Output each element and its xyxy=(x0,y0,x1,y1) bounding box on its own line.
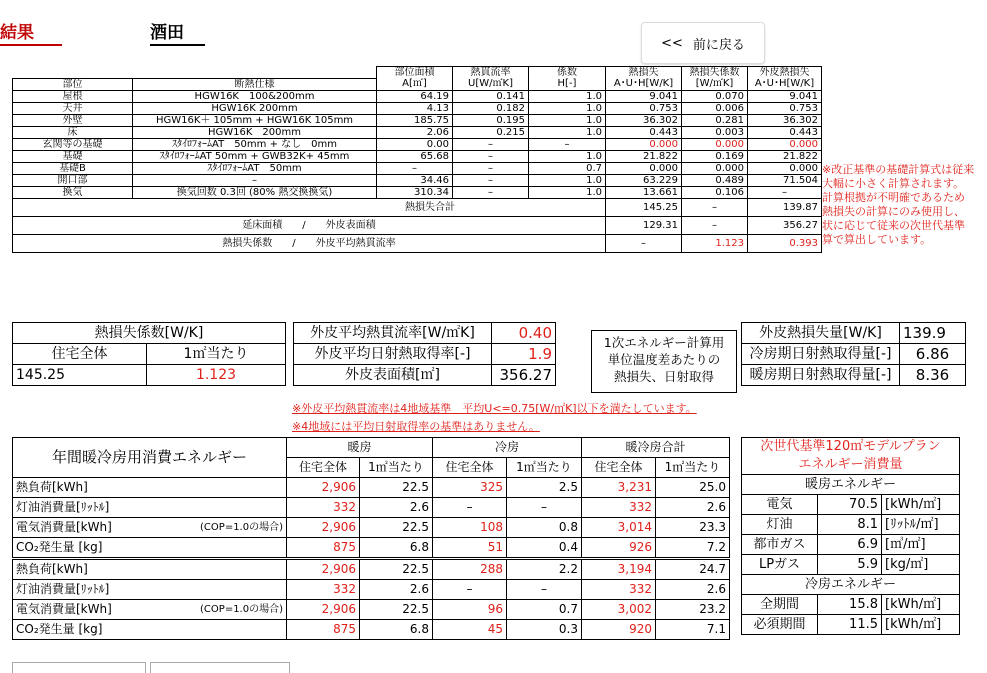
value-cell: 22.5 xyxy=(360,478,433,498)
header-cell: A[㎡] xyxy=(377,78,453,90)
value-cell: 875 xyxy=(287,620,360,640)
table-cell: 310.34 xyxy=(377,186,453,198)
table-row xyxy=(13,620,730,640)
value-cell: 0.3 xyxy=(507,620,582,640)
value-cell: 332 xyxy=(287,498,360,518)
model-row xyxy=(742,438,960,475)
row-label xyxy=(13,620,287,640)
table-cell: 外壁 xyxy=(13,114,133,126)
table-cell: 185.75 xyxy=(377,114,453,126)
table-cell: HGW16K＋ 105mm + HGW16K 105mm xyxy=(133,114,377,126)
ua-label: 外皮平均熱貫流率[W/㎡K] xyxy=(294,323,492,344)
value-cell: 2,906 xyxy=(287,559,360,580)
summary-value: – xyxy=(606,234,682,252)
value-cell: 7.1 xyxy=(656,620,730,640)
summary-value: 1.123 xyxy=(682,234,748,252)
row-label-text: 灯油消費量[ﾘｯﾄﾙ] xyxy=(16,582,110,596)
value-cell: 2.5 xyxy=(507,478,582,498)
summary-label: 熱損失係数 / 外皮平均熱貫流率 xyxy=(13,234,606,252)
table-cell: 0.489 xyxy=(682,174,748,186)
table-row xyxy=(13,162,822,174)
table-cell: 34.46 xyxy=(377,174,453,186)
value-cell: 3,002 xyxy=(582,600,656,620)
table-cell: 0.281 xyxy=(682,114,748,126)
value-cell: 3,231 xyxy=(582,478,656,498)
table-cell: – xyxy=(748,186,822,198)
summary-row xyxy=(13,234,822,252)
header-cell: 係数 xyxy=(529,67,606,79)
sub-header: 住宅全体 xyxy=(582,458,656,478)
summary-value: 145.25 xyxy=(606,198,682,216)
table-cell: 0.443 xyxy=(606,126,682,138)
model-label: 必須期間 xyxy=(742,615,818,635)
table-cell: 0.000 xyxy=(606,138,682,150)
row-label xyxy=(13,559,287,580)
row-label xyxy=(13,478,287,498)
row-label-text: 電気消費量[kWh] xyxy=(16,520,112,534)
area-value: 356.27 xyxy=(492,365,556,386)
value-cell: 332 xyxy=(287,580,360,600)
model-row xyxy=(742,555,960,575)
double-chevron-left-icon: << xyxy=(661,35,683,51)
table-cell: – xyxy=(453,174,529,186)
value-cell: 0.4 xyxy=(507,538,582,559)
table-cell: 床 xyxy=(13,126,133,138)
model-label: LPガス xyxy=(742,555,818,575)
table-cell: 1.0 xyxy=(529,90,606,102)
model-unit: [kWh/㎡] xyxy=(882,595,960,615)
value-cell: 51 xyxy=(433,538,507,559)
table-cell: ｽﾀｲﾛﾌｫｰﾑAT 50mm + GWB32K+ 45mm xyxy=(133,150,377,162)
table-row xyxy=(13,478,730,498)
value-cell: 7.2 xyxy=(656,538,730,559)
value-cell: 926 xyxy=(582,538,656,559)
model-value: 8.1 xyxy=(818,515,882,535)
envelope-loss-box xyxy=(741,322,966,386)
table-cell: 屋根 xyxy=(13,90,133,102)
table-cell: 0.00 xyxy=(377,138,453,150)
value-cell: 96 xyxy=(433,600,507,620)
value-cell: – xyxy=(433,580,507,600)
back-button[interactable] xyxy=(641,22,765,64)
header-cell: [W/㎡K] xyxy=(682,78,748,90)
header-cell: 熱損失係数 xyxy=(682,67,748,79)
table-cell: 36.302 xyxy=(606,114,682,126)
value-cell: 2.6 xyxy=(360,498,433,518)
model-unit: [㎥/㎡] xyxy=(882,535,960,555)
row-label-text: 灯油消費量[ﾘｯﾄﾙ] xyxy=(16,500,110,514)
value-cell: 23.3 xyxy=(656,518,730,538)
value-cell: 0.7 xyxy=(507,600,582,620)
table-cell: 換気 xyxy=(13,186,133,198)
sheet-tab-1[interactable] xyxy=(12,662,146,673)
table-cell: 玄関等の基礎 xyxy=(13,138,133,150)
cooling-energy-title: 冷房エネルギー xyxy=(742,575,960,595)
sub-header: 1㎡当たり xyxy=(507,458,582,478)
table-cell: 1.0 xyxy=(529,102,606,114)
row-label xyxy=(13,518,287,538)
table-row xyxy=(13,186,822,198)
row-label xyxy=(13,538,287,559)
header-cell xyxy=(13,67,133,79)
table-cell: 0.753 xyxy=(748,102,822,114)
heat-loss-table xyxy=(12,66,822,253)
header-cell xyxy=(133,67,377,79)
envelope-metrics-box xyxy=(293,322,556,386)
value-cell: 3,014 xyxy=(582,518,656,538)
value-cell: 22.5 xyxy=(360,600,433,620)
table-cell: 0.000 xyxy=(682,162,748,174)
table-cell: 0.7 xyxy=(529,162,606,174)
value-cell: 3,194 xyxy=(582,559,656,580)
table-row xyxy=(13,90,822,102)
table-cell: – xyxy=(377,162,453,174)
model-row xyxy=(742,615,960,635)
group-header: 暖冷房合計 xyxy=(582,438,730,458)
sub-header: 1㎡当たり xyxy=(656,458,730,478)
value-cell: 24.7 xyxy=(656,559,730,580)
r3-label: 暖房期日射熱取得量[-] xyxy=(742,365,900,386)
area-label: 外皮表面積[㎡] xyxy=(294,365,492,386)
model-value: 15.8 xyxy=(818,595,882,615)
row-label-text: 電気消費量[kWh] xyxy=(16,602,112,616)
row-label xyxy=(13,580,287,600)
table-cell: 0.443 xyxy=(748,126,822,138)
table-row xyxy=(13,600,730,620)
value-cell: – xyxy=(507,498,582,518)
table-cell: 13.661 xyxy=(606,186,682,198)
table-cell: 0.106 xyxy=(682,186,748,198)
table-cell: 4.13 xyxy=(377,102,453,114)
header-row xyxy=(13,438,730,458)
heat-loss-coefficient-box xyxy=(12,322,286,386)
model-unit: [kWh/㎡] xyxy=(882,495,960,515)
table-cell: 9.041 xyxy=(748,90,822,102)
model-unit: [kg/㎡] xyxy=(882,555,960,575)
model-row xyxy=(742,535,960,555)
table-cell: 2.06 xyxy=(377,126,453,138)
value-cell: 332 xyxy=(582,498,656,518)
r1-label: 外皮熱損失量[W/K] xyxy=(742,323,900,344)
value-cell: 332 xyxy=(582,580,656,600)
table-cell: 0.753 xyxy=(606,102,682,114)
value-cell: 920 xyxy=(582,620,656,640)
table-row xyxy=(13,138,822,150)
table-cell: HGW16K 100&200mm xyxy=(133,90,377,102)
row-label-note: (COP=1.0の場合) xyxy=(200,604,283,615)
table-cell: 21.822 xyxy=(748,150,822,162)
model-row xyxy=(742,475,960,495)
table-cell: 換気回数 0.3回 (80% 熱交換換気) xyxy=(133,186,377,198)
summary-row xyxy=(13,198,822,216)
table-cell: – xyxy=(453,138,529,150)
table-cell: 天井 xyxy=(13,102,133,114)
warning-ua: ※外皮平均熱貫流率は4地域基準 平均U<=0.75[W/㎡K]以下を満たしています。 xyxy=(292,402,697,415)
value-cell: 325 xyxy=(433,478,507,498)
row-label xyxy=(13,600,287,620)
table-cell: 0.000 xyxy=(606,162,682,174)
header-cell: 外皮熱損失 xyxy=(748,67,822,79)
table-cell: 1.0 xyxy=(529,114,606,126)
header-cell: H[-] xyxy=(529,78,606,90)
model-value: 5.9 xyxy=(818,555,882,575)
table-row xyxy=(13,114,822,126)
eta-label: 外皮平均日射熱取得率[-] xyxy=(294,344,492,365)
header-cell: U[W/㎡K] xyxy=(453,78,529,90)
hl-whole-label: 住宅全体 xyxy=(13,344,147,365)
value-cell: 2,906 xyxy=(287,478,360,498)
table-cell: – xyxy=(453,186,529,198)
foundation-note: ※改正基準の基礎計算式は従来 大幅に小さく計算されます。 計算根拠が不明確であるため 熱損失の計算にのみ使用し、 状に応じて従来の次世代基準 算で算出しています。 xyxy=(822,163,975,246)
value-cell: 6.8 xyxy=(360,538,433,559)
sub-header: 住宅全体 xyxy=(433,458,507,478)
table-cell: 36.302 xyxy=(748,114,822,126)
table-cell: 0.000 xyxy=(748,138,822,150)
table-row xyxy=(13,150,822,162)
model-title: 次世代基準120㎡モデルプラン エネルギー消費量 xyxy=(742,438,960,475)
table-cell: 1.0 xyxy=(529,186,606,198)
summary-value: 0.393 xyxy=(748,234,822,252)
table-cell: 63.229 xyxy=(606,174,682,186)
table-cell: 9.041 xyxy=(606,90,682,102)
model-label: 都市ガス xyxy=(742,535,818,555)
table-cell: 0.182 xyxy=(453,102,529,114)
table-cell: 1.0 xyxy=(529,150,606,162)
table-row xyxy=(13,498,730,518)
table-cell: 0.141 xyxy=(453,90,529,102)
row-label-text: 熱負荷[kWh] xyxy=(16,562,88,576)
heating-energy-title: 暖房エネルギー xyxy=(742,475,960,495)
table-cell: – xyxy=(133,174,377,186)
model-label: 電気 xyxy=(742,495,818,515)
value-cell: 22.5 xyxy=(360,559,433,580)
table-cell: 基礎B xyxy=(13,162,133,174)
table-cell: – xyxy=(529,138,606,150)
summary-label: 熱損失合計 xyxy=(13,198,606,216)
table-cell: 0.070 xyxy=(682,90,748,102)
row-label-text: 熱負荷[kWh] xyxy=(16,480,88,494)
header-cell: 熱貫流率 xyxy=(453,67,529,79)
table-row xyxy=(13,174,822,186)
group-header: 暖房 xyxy=(287,438,433,458)
eta-value: 1.9 xyxy=(492,344,556,365)
value-cell: – xyxy=(433,498,507,518)
table-cell: HGW16K 200mm xyxy=(133,102,377,114)
model-value: 11.5 xyxy=(818,615,882,635)
model-unit: [ﾘｯﾄﾙ/㎡] xyxy=(882,515,960,535)
model-label: 全期間 xyxy=(742,595,818,615)
table-cell: ｽﾀｲﾛﾌｫｰﾑAT 50mm xyxy=(133,162,377,174)
table-row xyxy=(13,559,730,580)
sub-header: 住宅全体 xyxy=(287,458,360,478)
r3-value: 8.36 xyxy=(900,365,966,386)
sub-header: 1㎡当たり xyxy=(360,458,433,478)
header-cell: 熱損失 xyxy=(606,67,682,79)
group-header: 冷房 xyxy=(433,438,582,458)
table-cell: 0.006 xyxy=(682,102,748,114)
value-cell: 288 xyxy=(433,559,507,580)
row-label-text: CO₂発生量 [kg] xyxy=(16,622,103,636)
summary-value: – xyxy=(682,198,748,216)
r2-label: 冷房期日射熱取得量[-] xyxy=(742,344,900,365)
model-unit: [kWh/㎡] xyxy=(882,615,960,635)
value-cell: 45 xyxy=(433,620,507,640)
row-label-note: (COP=1.0の場合) xyxy=(200,522,283,533)
hl-per-value: 1.123 xyxy=(147,365,286,386)
model-value: 70.5 xyxy=(818,495,882,515)
value-cell: 6.8 xyxy=(360,620,433,640)
table-cell: 71.504 xyxy=(748,174,822,186)
value-cell: 22.5 xyxy=(360,518,433,538)
header-row xyxy=(13,67,822,79)
table-cell: 0.169 xyxy=(682,150,748,162)
model-row xyxy=(742,575,960,595)
table-cell: 基礎 xyxy=(13,150,133,162)
table-cell: 0.003 xyxy=(682,126,748,138)
r1-value: 139.9 xyxy=(900,323,966,344)
table-cell: 64.19 xyxy=(377,90,453,102)
value-cell: 2.2 xyxy=(507,559,582,580)
summary-value: 356.27 xyxy=(748,216,822,234)
value-cell: 2.6 xyxy=(656,580,730,600)
model-value: 6.9 xyxy=(818,535,882,555)
summary-value: 139.87 xyxy=(748,198,822,216)
header-cell: 部位 xyxy=(13,78,133,90)
value-cell: 875 xyxy=(287,538,360,559)
table-cell: 21.822 xyxy=(606,150,682,162)
table-cell: 0.215 xyxy=(453,126,529,138)
warning-eta: ※4地域には平均日射取得率の基準はありません。 xyxy=(292,420,540,433)
table-row xyxy=(13,102,822,114)
header-cell: 断熱仕様 xyxy=(133,78,377,90)
table-cell: 1.0 xyxy=(529,126,606,138)
row-label xyxy=(13,498,287,518)
value-cell: 23.2 xyxy=(656,600,730,620)
sheet-tab-2[interactable] xyxy=(150,662,290,673)
table-row xyxy=(13,580,730,600)
table-cell: – xyxy=(453,162,529,174)
energy-table xyxy=(12,437,730,640)
model-label: 灯油 xyxy=(742,515,818,535)
back-button-label: 前に戻る xyxy=(692,37,745,53)
value-cell: 2,906 xyxy=(287,518,360,538)
energy-title: 年間暖冷房用消費エネルギー xyxy=(13,438,287,478)
value-cell: 2.6 xyxy=(656,498,730,518)
header-cell: A･U･H[W/K] xyxy=(606,78,682,90)
hl-per-label: 1㎡当たり xyxy=(147,344,286,365)
model-row xyxy=(742,495,960,515)
page-title: 結果 xyxy=(0,22,62,46)
table-cell: 0.195 xyxy=(453,114,529,126)
model-row xyxy=(742,515,960,535)
row-label-text: CO₂発生量 [kg] xyxy=(16,540,103,554)
summary-value: 129.31 xyxy=(606,216,682,234)
table-cell: 開口部 xyxy=(13,174,133,186)
hl-whole-value: 145.25 xyxy=(13,365,147,386)
table-cell: 1.0 xyxy=(529,174,606,186)
header-row xyxy=(13,78,822,90)
table-cell: ｽﾀｲﾛﾌｫｰﾑAT 50mm + なし 0mm xyxy=(133,138,377,150)
value-cell: – xyxy=(507,580,582,600)
r2-value: 6.86 xyxy=(900,344,966,365)
model-row xyxy=(742,595,960,615)
value-cell: 25.0 xyxy=(656,478,730,498)
table-row xyxy=(13,518,730,538)
summary-label: 延床面積 / 外皮表面積 xyxy=(13,216,606,234)
value-cell: 0.8 xyxy=(507,518,582,538)
table-row xyxy=(13,538,730,559)
value-cell: 2.6 xyxy=(360,580,433,600)
value-cell: 2,906 xyxy=(287,600,360,620)
table-cell: – xyxy=(453,150,529,162)
header-cell: 部位面積 xyxy=(377,67,453,79)
ua-value: 0.40 xyxy=(492,323,556,344)
primary-energy-note: 1次エネルギー計算用 単位温度差あたりの 熱損失、日射取得 xyxy=(591,330,737,393)
table-cell: 0.000 xyxy=(682,138,748,150)
header-cell: A･U･H[W/K] xyxy=(748,78,822,90)
table-cell: HGW16K 200mm xyxy=(133,126,377,138)
table-cell: 0.000 xyxy=(748,162,822,174)
summary-row xyxy=(13,216,822,234)
table-cell: 65.68 xyxy=(377,150,453,162)
table-row xyxy=(13,126,822,138)
hl-title: 熱損失係数[W/K] xyxy=(13,323,286,344)
summary-value: – xyxy=(682,216,748,234)
model-plan-table xyxy=(741,437,960,635)
city-name: 酒田 xyxy=(150,22,205,46)
value-cell: 108 xyxy=(433,518,507,538)
